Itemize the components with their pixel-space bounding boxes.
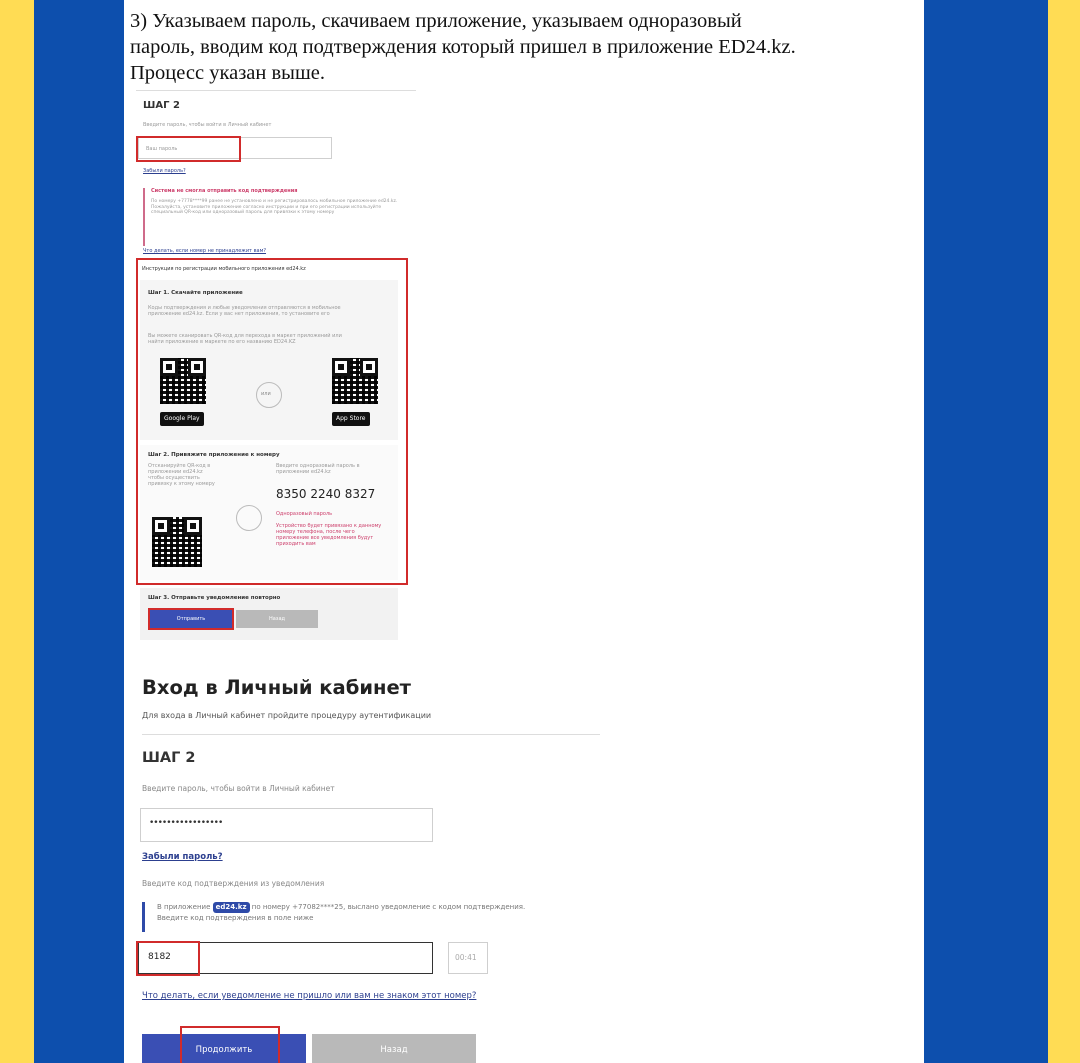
- code-timer-value: 00:41: [455, 953, 477, 962]
- app-store-badge[interactable]: App Store: [332, 412, 370, 426]
- left-blue-stripe: [34, 0, 124, 1063]
- login-notice: [142, 902, 602, 932]
- step3-panel: [140, 588, 398, 640]
- login-divider: [142, 734, 600, 735]
- login-subtitle: Для входа в Личный кабинет пройдите процедуру аутентификации: [142, 711, 432, 720]
- top-alert-text: По номеру +7778****99 ранее не установлено и не регистрировалось мобильное приложение ed24.kz. Пожалуйста, установите приложение согласно инструкции и при его регистрации используйте специальный QR-код или одноразовый пароль для привязки к этому номеру: [151, 199, 398, 215]
- heading-line-1: 3) Указываем пароль, скачиваем приложение, указываем одноразовый: [130, 10, 742, 32]
- send-button-highlight: [148, 608, 234, 630]
- step1-text: Коды подтверждения и любые уведомления отправляются в мобильное приложение ed24.kz. Если у вас нет приложения, то установите его: [148, 305, 341, 317]
- notice-before: В приложение: [157, 903, 211, 911]
- right-yellow-stripe: [1048, 0, 1080, 1063]
- top-alert-link[interactable]: Что делать, если номер не принадлежит вам?: [143, 248, 267, 254]
- send-button[interactable]: Отправить: [150, 610, 232, 628]
- top-password-hint: Введите пароль, чтобы войти в Личный кабинет: [143, 122, 272, 128]
- instruction-title: Инструкция по регистрации мобильного приложения ed24.kz: [142, 266, 306, 272]
- notice-after: по номеру +77082****25, выслано уведомление с кодом подтверждения.: [251, 903, 526, 911]
- login-forgot-link[interactable]: Забыли пароль?: [142, 852, 223, 862]
- notice-line-2: Введите код подтверждения в поле ниже: [157, 914, 314, 922]
- heading-line-3: Процесс указан выше.: [130, 62, 325, 84]
- step1-text2: Вы можете сканировать QR-код для перехода в маркет приложений или найти приложение в маркете по его названию ED24.KZ: [148, 333, 342, 345]
- top-step-title: ШАГ 2: [143, 100, 180, 111]
- top-screenshot: [136, 90, 421, 640]
- otp-warning: Устройство будет привязано к данному номеру телефона, после чего приложение все уведомления будут приходить вам: [276, 523, 382, 547]
- step2-title: Шаг 2. Привяжите приложение к номеру: [148, 452, 280, 458]
- ed24-badge: ed24.kz: [213, 902, 250, 913]
- step2-left-text: Отсканируйте QR-код в приложении ed24.kz чтобы осуществить привязку к этому номеру: [148, 463, 215, 487]
- step3-title: Шаг 3. Отправьте уведомление повторно: [148, 595, 281, 601]
- app-store-qr: [332, 358, 378, 404]
- top-password-placeholder: Ваш пароль: [146, 146, 178, 152]
- step1-panel: [140, 280, 398, 440]
- login-password-hint: Введите пароль, чтобы войти в Личный кабинет: [142, 784, 335, 793]
- instruction-heading: [130, 8, 910, 86]
- divider: [136, 90, 416, 91]
- top-back-button[interactable]: Назад: [236, 610, 318, 628]
- left-yellow-stripe: [0, 0, 34, 1063]
- heading-line-2: пароль, вводим код подтверждения который пришел в приложение ED24.kz.: [130, 36, 796, 58]
- google-play-qr: [160, 358, 206, 404]
- or-label: или: [261, 391, 271, 397]
- step1-title: Шаг 1. Скачайте приложение: [148, 290, 243, 296]
- otp-code: 8350 2240 8327: [276, 487, 376, 501]
- login-step-title: ШАГ 2: [142, 750, 196, 766]
- login-password-value: •••••••••••••••••: [149, 818, 223, 828]
- step2-right-text: Введите одноразовый пароль в приложении ed24.kz: [276, 463, 360, 475]
- document-page: [124, 0, 924, 1063]
- google-play-badge[interactable]: Google Play: [160, 412, 204, 426]
- continue-highlight: [180, 1026, 280, 1063]
- login-title: Вход в Личный кабинет: [142, 676, 411, 699]
- step2-panel: [140, 445, 398, 580]
- top-alert-title: Система не смогла отправить код подтверждения: [151, 188, 298, 194]
- continue-button[interactable]: Продолжить: [142, 1034, 306, 1063]
- login-code-hint: Введите код подтверждения из уведомления: [142, 879, 325, 888]
- code-value: 8182: [148, 952, 171, 962]
- login-back-button[interactable]: Назад: [312, 1034, 476, 1063]
- or-circle-2: [236, 505, 262, 531]
- help-link[interactable]: Что делать, если уведомление не пришло или вам не знаком этот номер?: [142, 991, 477, 1001]
- otp-note: Одноразовый пароль: [276, 511, 333, 517]
- right-blue-stripe: [924, 0, 1048, 1063]
- top-forgot-link[interactable]: Забыли пароль?: [143, 168, 186, 174]
- link-device-qr: [152, 517, 202, 567]
- top-alert: [143, 188, 408, 246]
